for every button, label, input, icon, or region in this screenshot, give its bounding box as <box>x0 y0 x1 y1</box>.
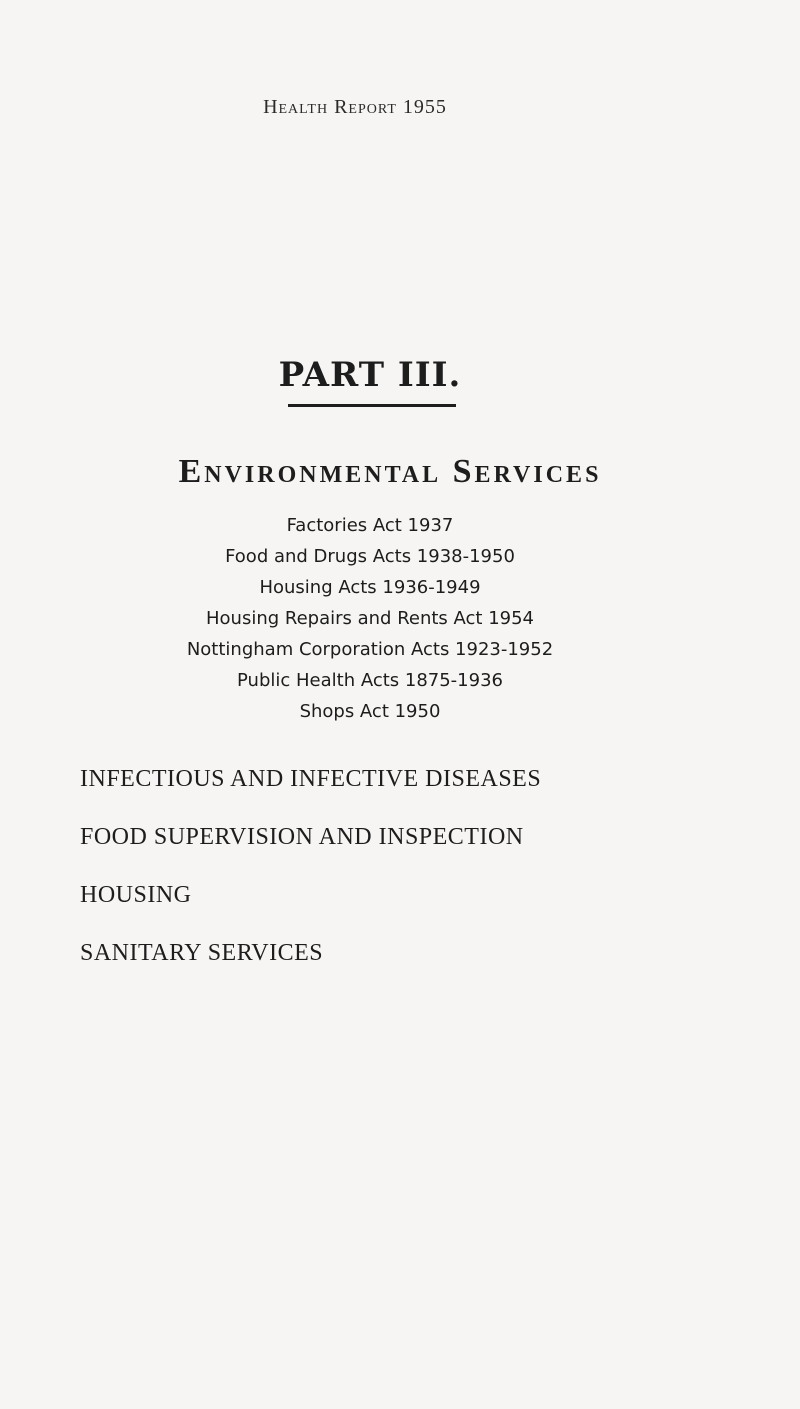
act-item: Food and Drugs Acts 1938-1950 <box>225 546 515 567</box>
act-item: Public Health Acts 1875-1936 <box>237 670 503 691</box>
act-item: Shops Act 1950 <box>299 701 441 722</box>
act-item: Housing Acts 1936-1949 <box>259 577 481 598</box>
acts-list <box>0 510 740 727</box>
title-underline <box>288 404 456 407</box>
heading-housing: HOUSING <box>80 882 192 908</box>
act-item: Housing Repairs and Rents Act 1954 <box>205 608 535 629</box>
act-item: Nottingham Corporation Acts 1923-1952 <box>186 639 554 660</box>
heading-infectious-diseases: INFECTIOUS AND INFECTIVE DISEASES <box>80 766 542 792</box>
heading-food-supervision: FOOD SUPERVISION AND INSPECTION <box>80 824 524 850</box>
section-title: Environmental Services <box>178 453 602 490</box>
act-item: Factories Act 1937 <box>286 515 454 536</box>
contents-headings <box>80 763 541 995</box>
heading-sanitary-services: SANITARY SERVICES <box>80 940 324 966</box>
running-header: Health Report 1955 <box>263 96 447 118</box>
part-title: PART III. <box>278 355 462 395</box>
